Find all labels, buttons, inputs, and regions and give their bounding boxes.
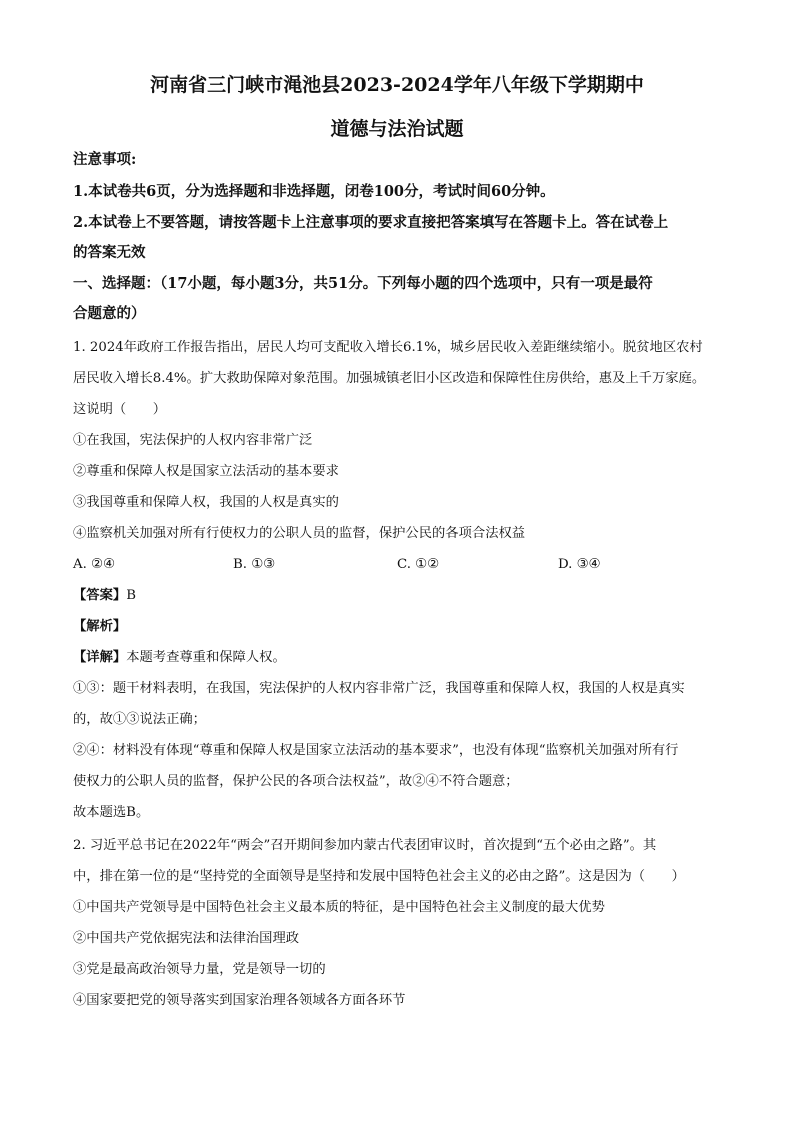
q2-statement-2: ②中国共产党依据宪法和法律治国理政 [73, 931, 300, 946]
q1-explanation-2-line2: 使权力的公职人员的监督，保护公民的各项合法权益”，故②④不符合题意； [73, 774, 519, 789]
q2-statement-1: ①中国共产党领导是中国特色社会主义最本质的特征，是中国特色社会主义制度的最大优势 [73, 900, 605, 915]
q1-statement-2: ②尊重和保障人权是国家立法活动的基本要求 [73, 464, 339, 479]
section1-heading-line1: 一、选择题：（17小题，每小题3分，共51分。下列每小题的四个选项中，只有一项是最符 [73, 275, 653, 292]
q1-detail [73, 648, 286, 668]
analysis-tag: 【解析】 [73, 619, 127, 634]
q1-statement-1: ①在我国，宪法保护的人权内容非常广泛 [73, 433, 313, 448]
notice-item-1: 1.本试卷共6页，分为选择题和非选择题，闭卷100分，考试时间60分钟。 [73, 183, 555, 200]
q1-stem-line3: 这说明（ ） [73, 402, 167, 417]
detail-tag: 【详解】 [73, 650, 127, 665]
q2-statement-3: ③党是最高政治领导力量，党是领导一切的 [73, 962, 326, 977]
notice-heading: 注意事项: [73, 151, 137, 168]
q1-option-d: D. ③④ [558, 557, 601, 572]
answer-tag: 【答案】 [73, 588, 127, 603]
section1-heading-line2: 合题意的） [73, 305, 146, 322]
q2-stem-line1: 2. 习近平总书记在2022年“两会”召开期间参加内蒙古代表团审议时，首次提到“五个必由之路”。其 [73, 838, 657, 853]
detail-text: 本题考查尊重和保障人权。 [126, 650, 286, 665]
exam-title-line1: 河南省三门峡市渑池县2023-2024学年八年级下学期期中 [150, 74, 644, 96]
exam-title-line2: 道德与法治试题 [330, 118, 464, 140]
q1-statement-4: ④监察机关加强对所有行使权力的公职人员的监督，保护公民的各项合法权益 [73, 526, 526, 541]
notice-item-2-line2: 的答案无效 [73, 244, 146, 261]
q2-stem-line2: 中，排在第一位的是“坚持党的全面领导是坚持和发展中国特色社会主义的必由之路”。这是因为（ ） [73, 869, 685, 884]
q1-statement-3: ③我国尊重和保障人权，我国的人权是真实的 [73, 495, 339, 510]
q1-analysis-tag [73, 617, 126, 637]
q1-explanation-2-line1: ②④：材料没有体现“尊重和保障人权是国家立法活动的基本要求”，也没有体现“监察机关加强对所有行 [73, 743, 679, 758]
q1-option-c: C. ①② [397, 557, 439, 572]
q1-explanation-1-line2: 的，故①③说法正确； [73, 712, 206, 727]
q1-option-a: A. ②④ [73, 557, 115, 572]
notice-item-2-line1: 2.本试卷上不要答题，请按答题卡上注意事项的要求直接把答案填写在答题卡上。答在试卷上 [73, 214, 669, 231]
answer-value: B [126, 588, 136, 603]
q1-stem-line1: 1. 2024年政府工作报告指出，居民人均可支配收入增长6.1%，城乡居民收入差距继续缩小。脱贫地区农村 [73, 340, 703, 355]
q2-statement-4: ④国家要把党的领导落实到国家治理各领域各方面各环节 [73, 993, 406, 1008]
q1-conclusion: 故本题选B。 [73, 805, 150, 820]
q1-option-b: B. ①③ [233, 557, 276, 572]
q1-answer [73, 586, 136, 606]
q1-explanation-1-line1: ①③：题干材料表明，在我国，宪法保护的人权内容非常广泛，我国尊重和保障人权，我国的人权是真实 [73, 681, 685, 696]
q1-stem-line2: 居民收入增长8.4%。扩大救助保障对象范围。加强城镇老旧小区改造和保障性住房供给，惠及上千万家庭。 [73, 371, 706, 386]
